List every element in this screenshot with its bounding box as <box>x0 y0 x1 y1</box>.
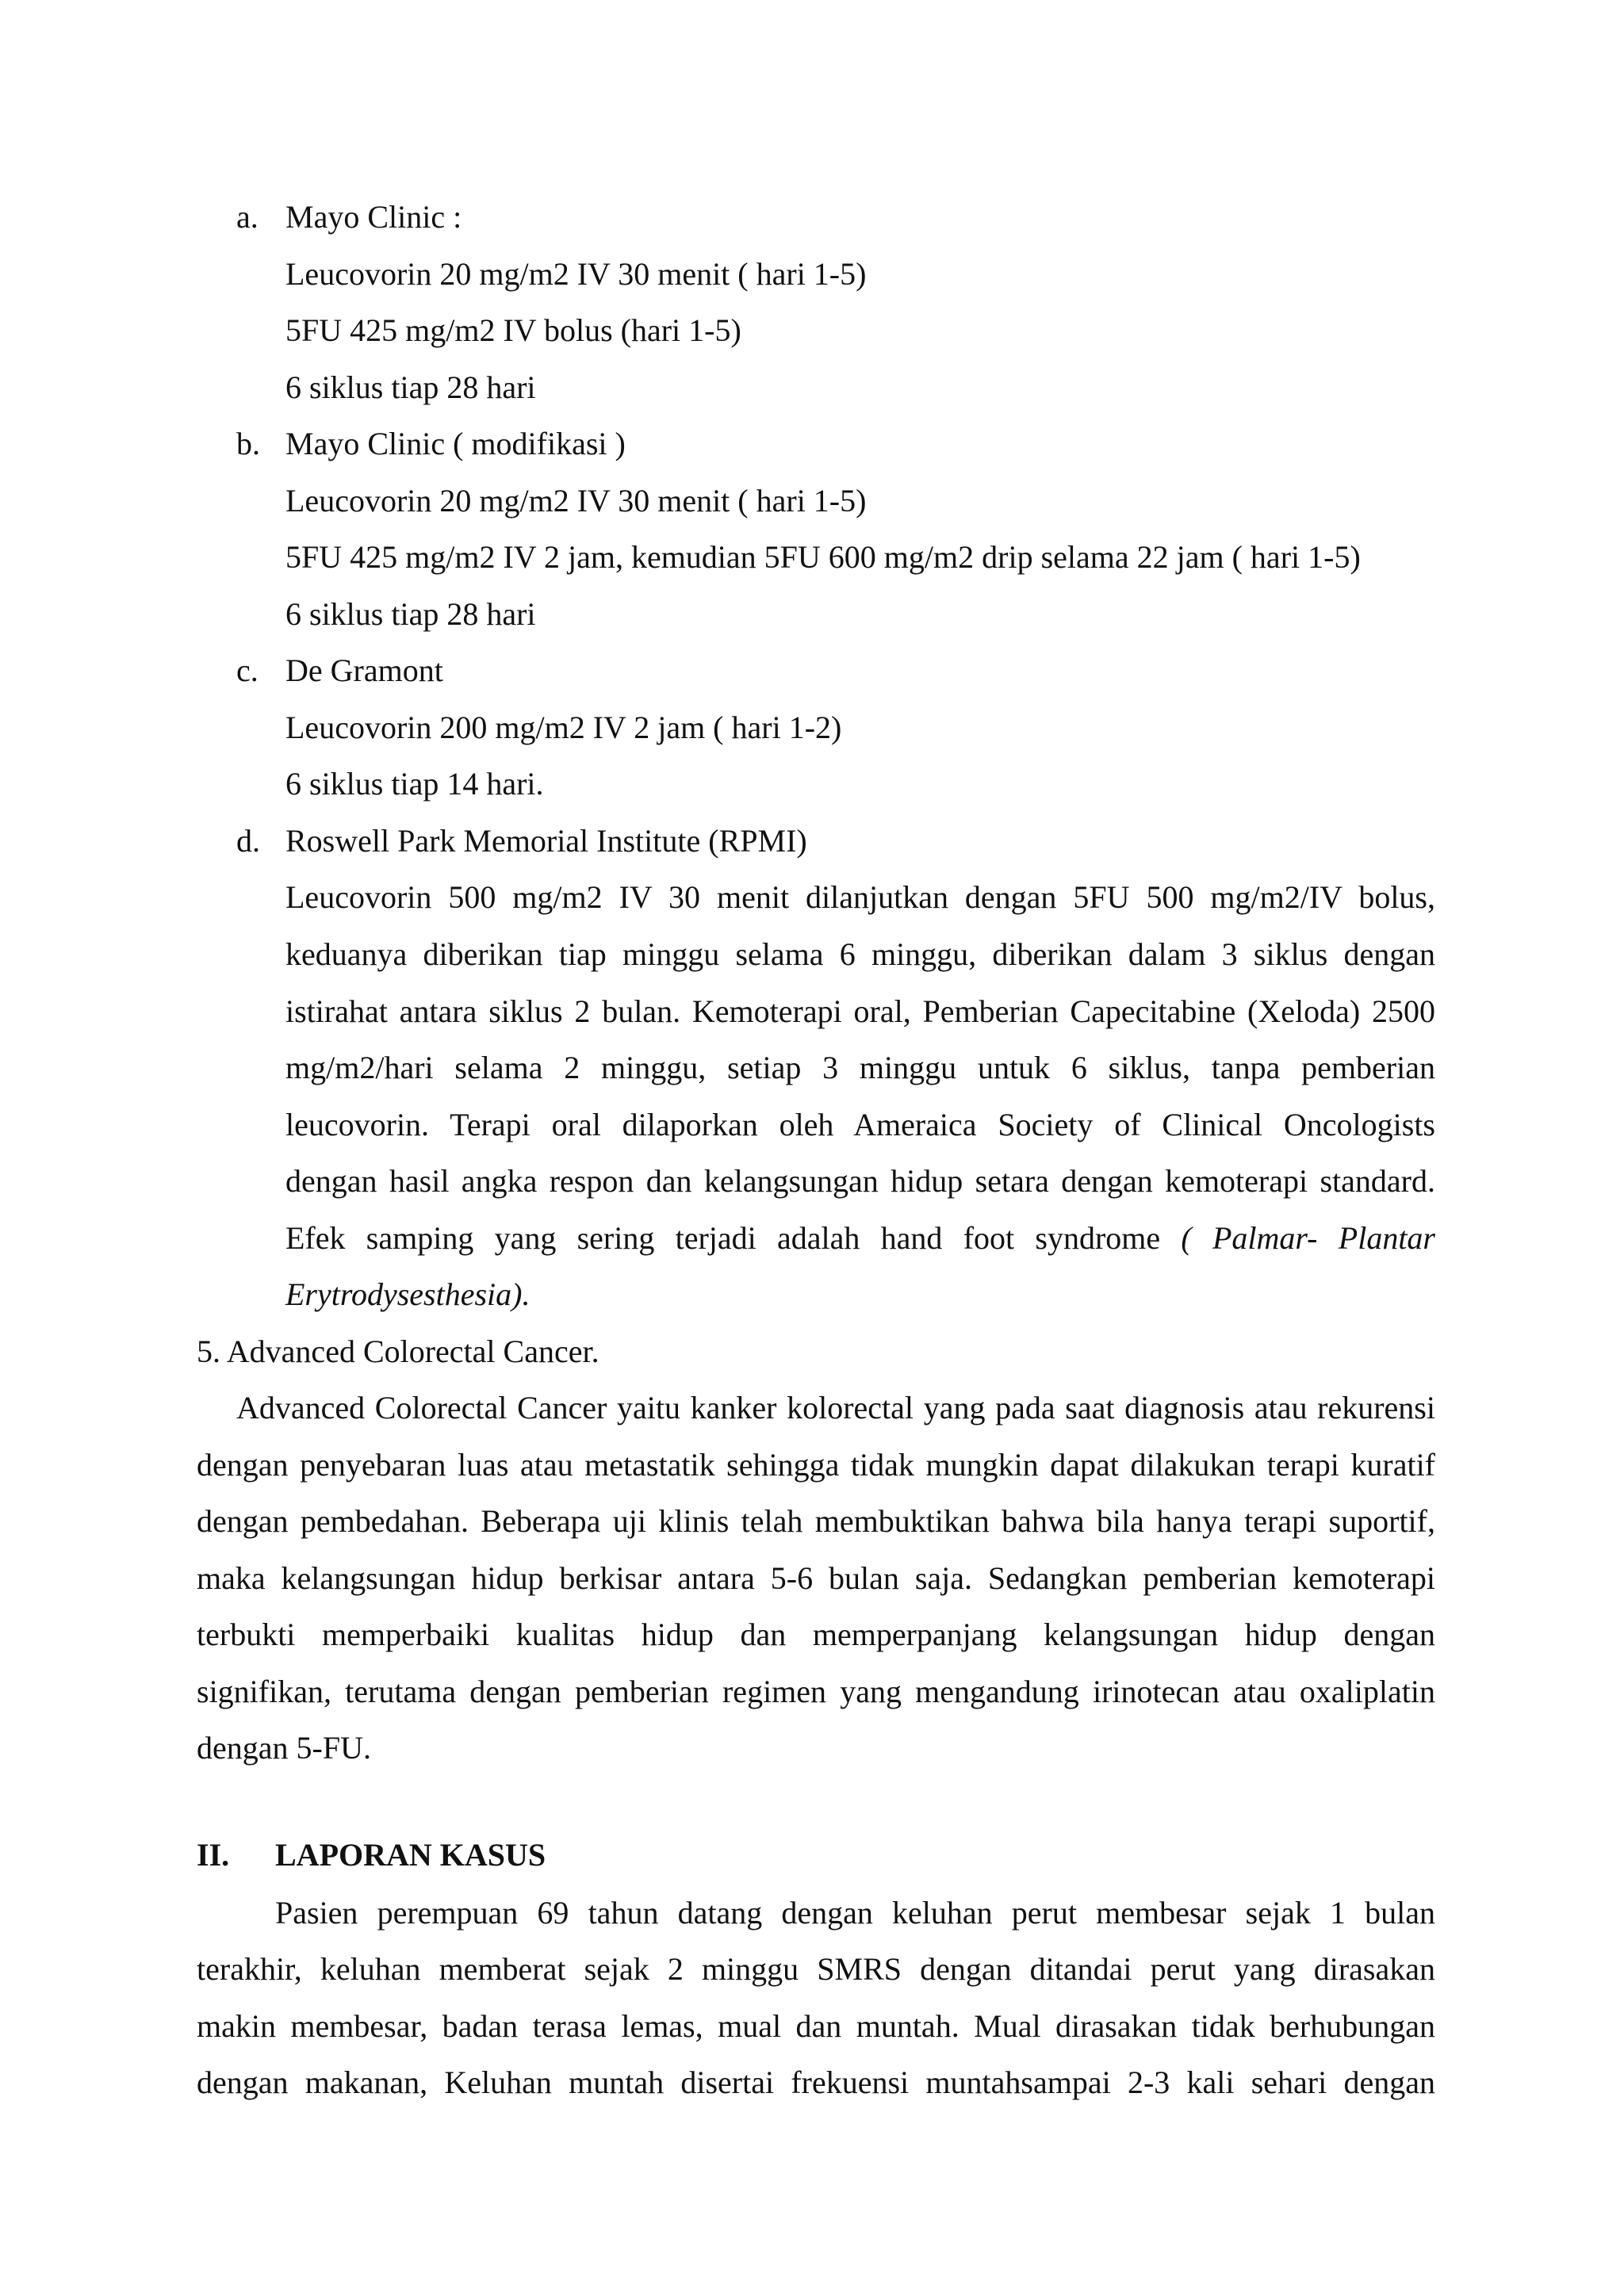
regimen-line: 5FU 425 mg/m2 IV bolus (hari 1-5) <box>285 312 741 348</box>
regimen-line: 6 siklus tiap 14 hari. <box>285 766 544 802</box>
paragraph-line: dengan hasil angka respon dan kelangsungan hidup setara dengan kemoterapi standard. <box>285 1163 1435 1199</box>
section-heading: 5. Advanced Colorectal Cancer. <box>197 1334 599 1369</box>
list-marker: c. <box>236 652 259 688</box>
regimen-line: Leucovorin 20 mg/m2 IV 30 menit ( hari 1-5) <box>285 483 867 519</box>
regimen-title: Roswell Park Memorial Institute (RPMI) <box>285 823 807 859</box>
paragraph-line: Pasien perempuan 69 tahun datang dengan keluhan perut membesar sejak 1 bulan <box>275 1895 1435 1931</box>
list-marker: b. <box>236 426 260 461</box>
paragraph-line: maka kelangsungan hidup berkisar antara 5-6 bulan saja. Sedangkan pemberian kemoterapi <box>197 1560 1435 1596</box>
paragraph-line: signifikan, terutama dengan pemberian regimen yang mengandung irinotecan atau oxaliplatin <box>197 1674 1435 1709</box>
regimen-title: De Gramont <box>285 652 443 688</box>
paragraph-line: Advanced Colorectal Cancer yaitu kanker kolorectal yang pada saat diagnosis atau rekurensi <box>236 1390 1435 1425</box>
paragraph-line: dengan pembedahan. Beberapa uji klinis telah membuktikan bahwa bila hanya terapi suportif, <box>197 1503 1435 1539</box>
italic-term: Erytrodysesthesia). <box>285 1276 530 1312</box>
list-marker: a. <box>236 199 259 235</box>
regimen-title: Mayo Clinic : <box>285 199 462 235</box>
paragraph-line: leucovorin. Terapi oral dilaporkan oleh Ameraica Society of Clinical Oncologists <box>285 1107 1435 1142</box>
paragraph-line: Leucovorin 500 mg/m2 IV 30 menit dilanjutkan dengan 5FU 500 mg/m2/IV bolus, <box>285 879 1435 915</box>
paragraph-line: makin membesar, badan terasa lemas, mual dan muntah. Mual dirasakan tidak berhubungan <box>197 2008 1435 2044</box>
list-marker: d. <box>236 823 260 859</box>
paragraph-line-mixed <box>285 1220 1435 1256</box>
regimen-line: 6 siklus tiap 28 hari <box>285 369 536 405</box>
regimen-line: Leucovorin 200 mg/m2 IV 2 jam ( hari 1-2) <box>285 710 842 745</box>
paragraph-line: mg/m2/hari selama 2 minggu, setiap 3 minggu untuk 6 siklus, tanpa pemberian <box>285 1050 1435 1085</box>
paragraph-line: dengan penyebaran luas atau metastatik sehingga tidak mungkin dapat dilakukan terapi kuratif <box>197 1447 1435 1483</box>
regimen-line: Leucovorin 20 mg/m2 IV 30 menit ( hari 1-5) <box>285 256 867 292</box>
paragraph-line: istirahat antara siklus 2 bulan. Kemoterapi oral, Pemberian Capecitabine (Xeloda) 2500 <box>285 993 1435 1029</box>
regimen-line: 5FU 425 mg/m2 IV 2 jam, kemudian 5FU 600 mg/m2 drip selama 22 jam ( hari 1-5) <box>285 539 1361 575</box>
paragraph-line: keduanya diberikan tiap minggu selama 6 minggu, diberikan dalam 3 siklus dengan <box>285 936 1435 972</box>
section-number: II. <box>197 1837 230 1873</box>
paragraph-line: dengan 5-FU. <box>197 1730 371 1766</box>
paragraph-line: dengan makanan, Keluhan muntah disertai frekuensi muntahsampai 2-3 kali sehari dengan <box>197 2064 1435 2100</box>
regimen-title: Mayo Clinic ( modifikasi ) <box>285 426 626 461</box>
section-title: LAPORAN KASUS <box>275 1837 546 1873</box>
paragraph-text: Efek samping yang sering terjadi adalah hand foot syndrome <box>285 1220 1161 1256</box>
paragraph-line: terakhir, keluhan memberat sejak 2 minggu SMRS dengan ditandai perut yang dirasakan <box>197 1951 1435 1987</box>
italic-term: ( Palmar- Plantar <box>1181 1220 1435 1256</box>
paragraph-line: terbukti memperbaiki kualitas hidup dan memperpanjang kelangsungan hidup dengan <box>197 1617 1435 1652</box>
regimen-line: 6 siklus tiap 28 hari <box>285 596 536 632</box>
